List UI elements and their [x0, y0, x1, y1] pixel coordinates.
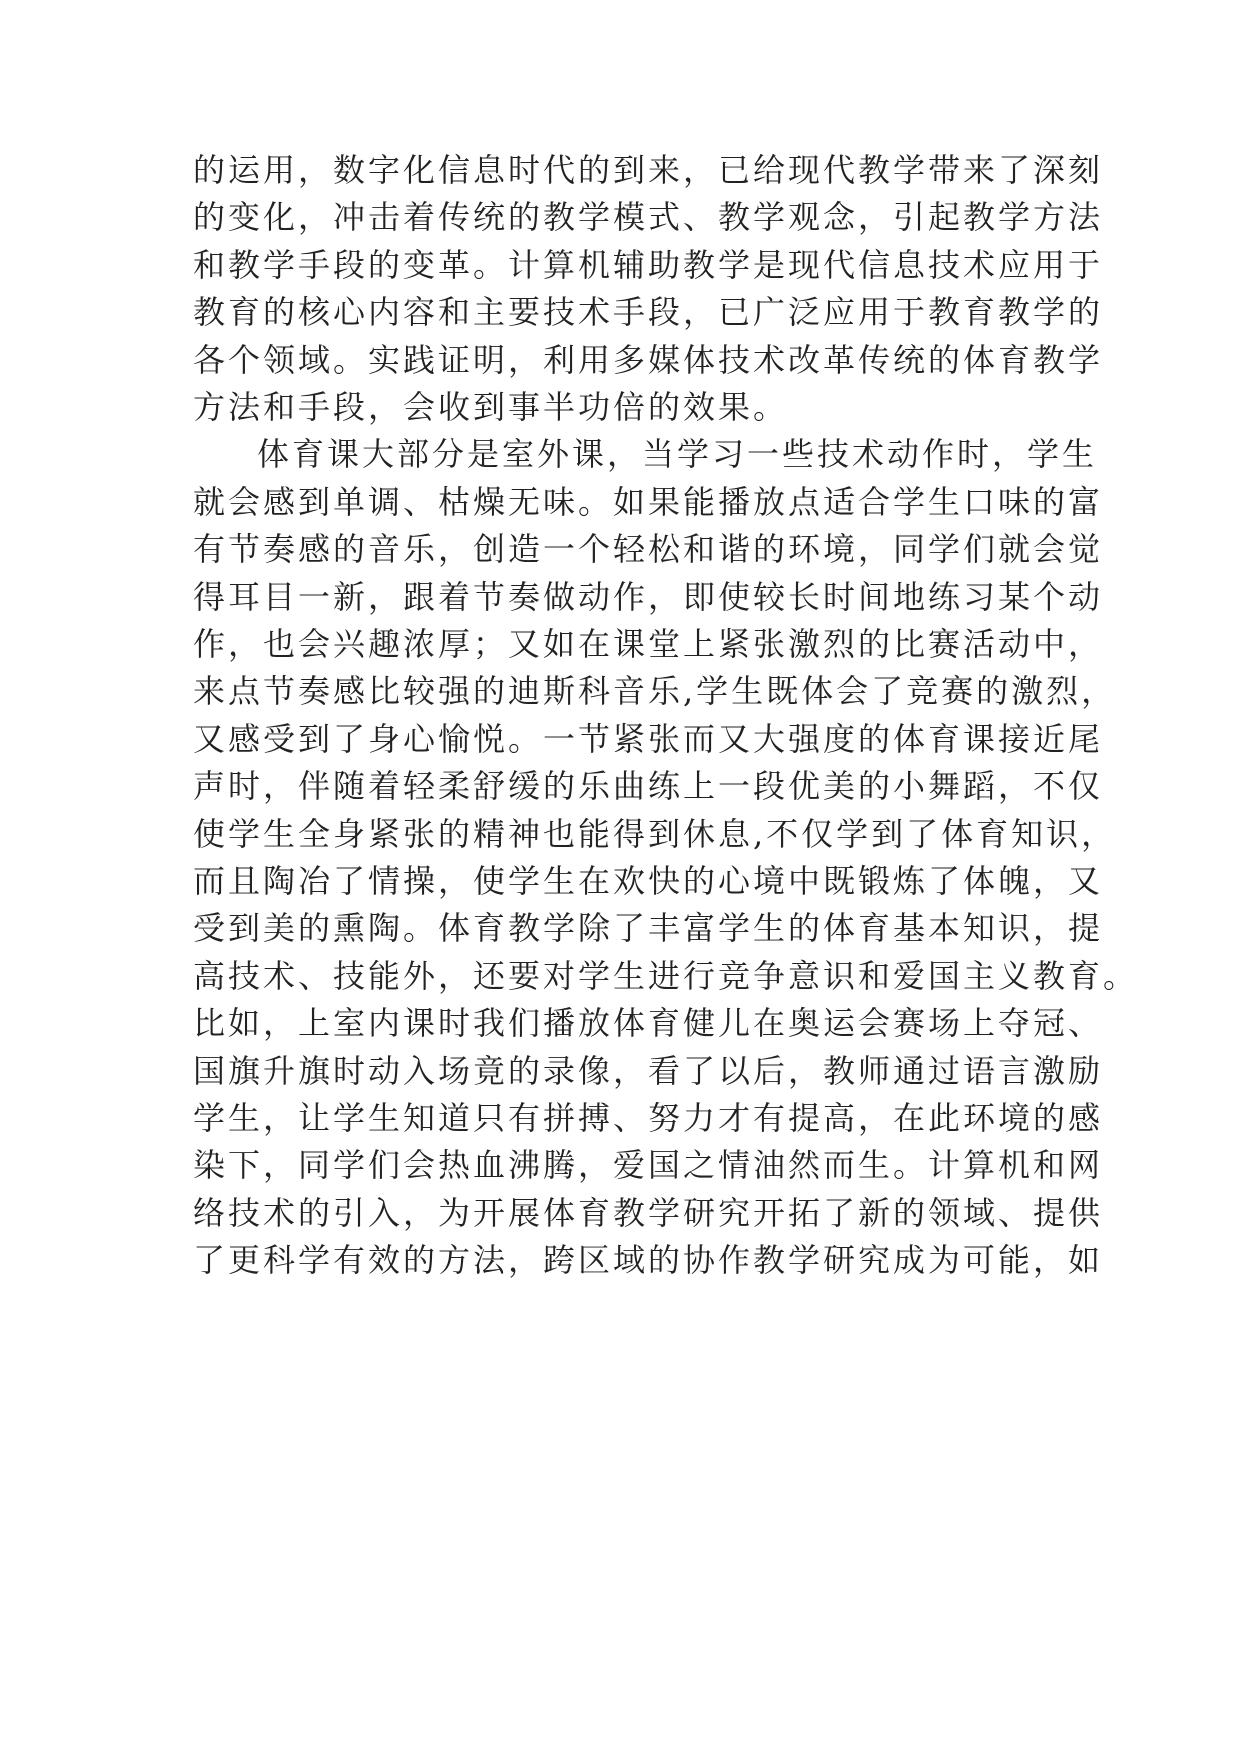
text-line: 教育的核心内容和主要技术手段，已广泛应用于教育教学的 — [193, 293, 1104, 331]
text-line: 使学生全身紧张的精神也能得到休息,不仅学到了体育知识， — [193, 815, 1117, 853]
text-line: 作，也会兴趣浓厚；又如在课堂上紧张激烈的比赛活动中， — [193, 625, 1104, 663]
text-line: 各个领域。实践证明，利用多媒体技术改革传统的体育教学 — [193, 341, 1104, 379]
text-line: 比如，上室内课时我们播放体育健儿在奥运会赛场上夺冠、 — [193, 1004, 1104, 1042]
text-line: 的变化，冲击着传统的教学模式、教学观念，引起教学方法 — [193, 198, 1104, 236]
text-line: 就会感到单调、枯燥无味。如果能播放点适合学生口味的富 — [193, 483, 1104, 521]
text-line: 的运用，数字化信息时代的到来，已给现代教学带来了深刻 — [193, 151, 1104, 189]
text-line: 来点节奏感比较强的迪斯科音乐,学生既体会了竞赛的激烈， — [193, 672, 1117, 710]
text-line: 络技术的引入，为开展体育教学研究开拓了新的领域、提供 — [193, 1194, 1104, 1232]
text-line: 国旗升旗时动入场竟的录像，看了以后，教师通过语言激励 — [193, 1052, 1104, 1090]
text-line: 和教学手段的变革。计算机辅助教学是现代信息技术应用于 — [193, 246, 1104, 284]
text-line: 受到美的熏陶。体育教学除了丰富学生的体育基本知识，提 — [193, 909, 1104, 947]
text-line: 有节奏感的音乐，创造一个轻松和谐的环境，同学们就会觉 — [193, 530, 1104, 568]
text-line: 得耳目一新，跟着节奏做动作，即使较长时间地练习某个动 — [193, 578, 1104, 616]
text-line: 方法和手段，会收到事半功倍的效果。 — [193, 388, 789, 426]
text-line: 高技术、技能外，还要对学生进行竞争意识和爱国主义教育。 — [193, 957, 1139, 995]
text-line: 而且陶冶了情操，使学生在欢快的心境中既锻炼了体魄，又 — [193, 862, 1104, 900]
text-line: 了更科学有效的方法，跨区域的协作教学研究成为可能，如 — [193, 1241, 1104, 1279]
text-line: 声时，伴随着轻柔舒缓的乐曲练上一段优美的小舞蹈，不仅 — [193, 767, 1104, 805]
text-line: 染下，同学们会热血沸腾，爱国之情油然而生。计算机和网 — [193, 1146, 1104, 1184]
text-line: 学生，让学生知道只有拼搏、努力才有提高，在此环境的感 — [193, 1099, 1104, 1137]
text-line-indented: 体育课大部分是室外课，当学习一些技术动作时，学生 — [257, 435, 1098, 473]
text-line: 又感受到了身心愉悦。一节紧张而又大强度的体育课接近尾 — [193, 720, 1104, 758]
